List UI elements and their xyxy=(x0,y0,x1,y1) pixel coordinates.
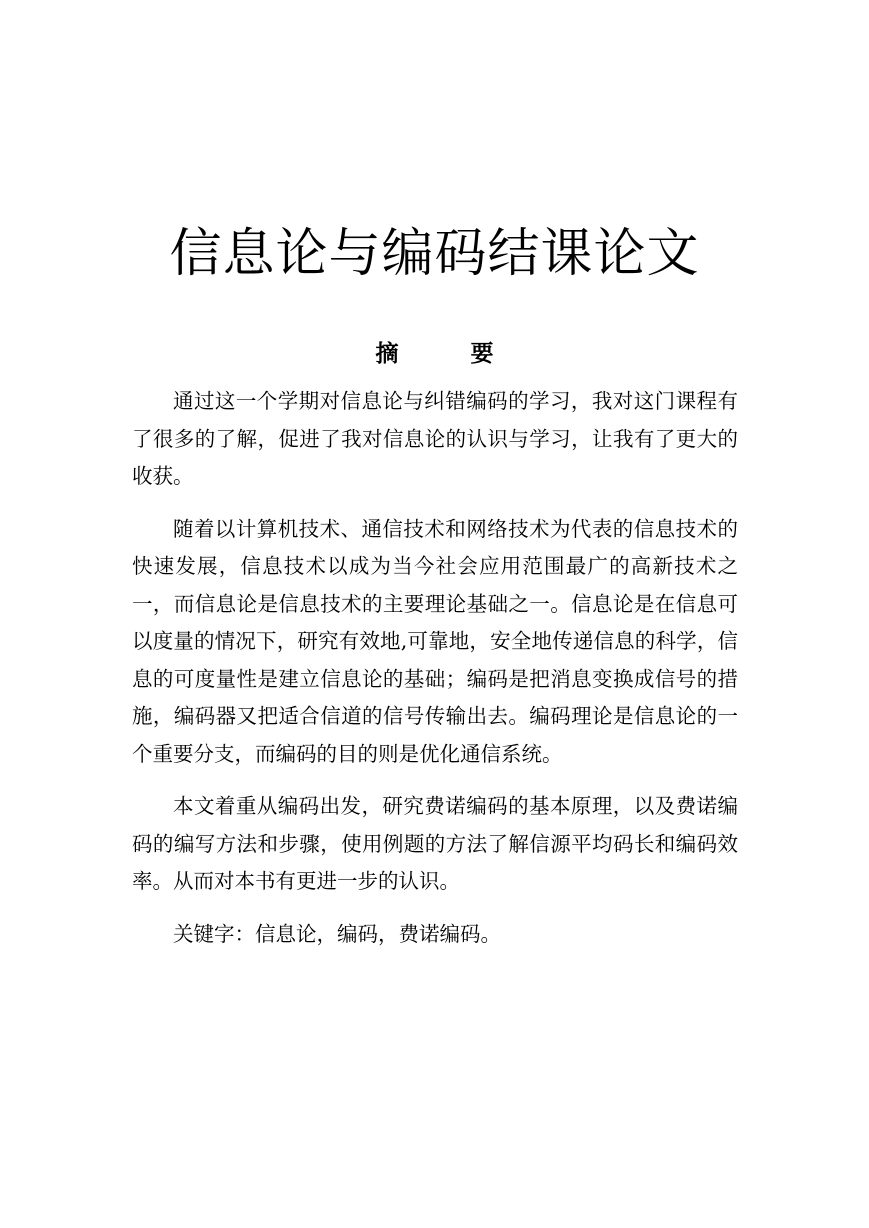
abstract-body xyxy=(132,383,738,953)
abstract-paragraph-3: 本文着重从编码出发，研究费诺编码的基本原理，以及费诺编码的编写方法和步骤，使用例题的方法了解信源平均码长和编码效率。从而对本书有更进一步的认识。 xyxy=(132,794,738,893)
abstract-heading-left: 摘 xyxy=(375,341,399,367)
abstract-heading xyxy=(0,338,869,370)
document-title: 信息论与编码结课论文 xyxy=(169,224,700,284)
abstract-heading-right: 要 xyxy=(470,341,494,367)
keywords-line: 关键字：信息论，编码，费诺编码。 xyxy=(173,921,501,946)
abstract-paragraph-1: 通过这一个学期对信息论与纠错编码的学习，我对这门课程有了很多的了解，促进了我对信息论的认识与学习，让我有了更大的收获。 xyxy=(132,389,738,488)
abstract-paragraph-2: 随着以计算机技术、通信技术和网络技术为代表的信息技术的快速发展，信息技术以成为当今社会应用范围最广的高新技术之一，而信息论是信息技术的主要理论基础之一。信息论是在信息可以度量的情况下，研究有效地,可靠地，安全地传递信息的科学，信息的可度量性是建立信息论的基础；编码是把消息变换成信号的措施，编码器又把适合信道的信号传输出去。编码理论是信息论的一个重要分支，而编码的目的则是优化通信系统。 xyxy=(132,516,738,766)
